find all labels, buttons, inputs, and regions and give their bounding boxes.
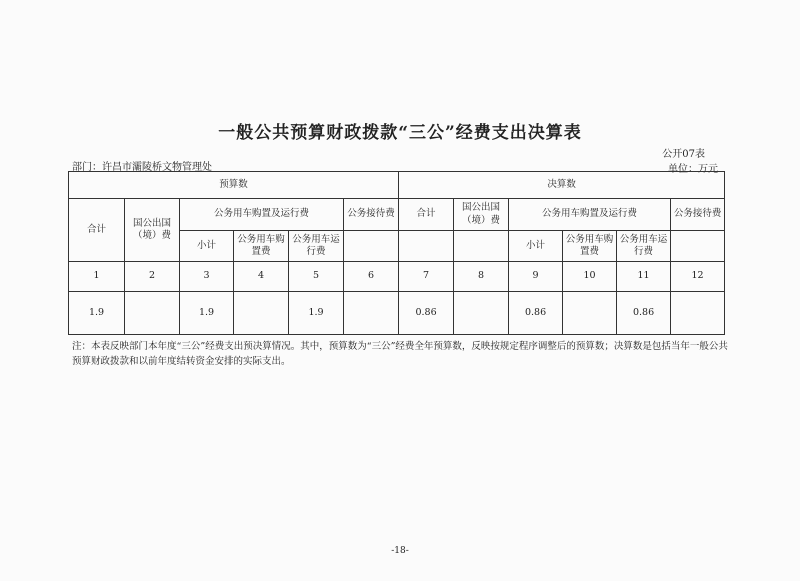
value-cell bbox=[671, 292, 725, 335]
value-cell bbox=[344, 292, 399, 335]
final-vehicle-header: 公务用车购置及运行费 bbox=[509, 199, 671, 231]
index-cell: 2 bbox=[125, 262, 180, 292]
index-row bbox=[69, 262, 725, 292]
final-purchase-header: 公务用车购置费 bbox=[563, 231, 617, 262]
budget-vehicle-header: 公务用车购置及运行费 bbox=[180, 199, 344, 231]
unit-label: 单位：万元 bbox=[668, 164, 718, 175]
final-total-header: 合计 bbox=[399, 199, 454, 231]
final-abroad-header: 国公出国（境）费 bbox=[454, 199, 509, 231]
budget-purchase-header: 公务用车购置费 bbox=[234, 231, 289, 262]
value-cell bbox=[563, 292, 617, 335]
index-cell: 9 bbox=[509, 262, 563, 292]
budget-reception-header: 公务接待费 bbox=[344, 199, 399, 231]
page-number: -18- bbox=[391, 546, 409, 556]
budget-operation-header: 公务用车运行费 bbox=[289, 231, 344, 262]
final-subtotal-header: 小计 bbox=[509, 231, 563, 262]
index-cell: 3 bbox=[180, 262, 234, 292]
index-cell: 5 bbox=[289, 262, 344, 292]
index-cell: 7 bbox=[399, 262, 454, 292]
blank-cell bbox=[454, 231, 509, 262]
index-cell: 10 bbox=[563, 262, 617, 292]
final-header: 决算数 bbox=[399, 172, 725, 199]
value-cell: 0.86 bbox=[509, 292, 563, 335]
value-cell: 1.9 bbox=[289, 292, 344, 335]
index-cell: 6 bbox=[344, 262, 399, 292]
final-operation-header: 公务用车运行费 bbox=[617, 231, 671, 262]
budget-subtotal-header: 小计 bbox=[180, 231, 234, 262]
table-note: 注：本表反映部门本年度“三公”经费支出预决算情况。其中，预算数为“三公”经费全年预算数，反映按规定程序调整后的预算数；决算数是包括当年一般公共预算财政拨款和以前年度结转资金安排的实际支出。 bbox=[72, 341, 728, 367]
value-cell bbox=[125, 292, 180, 335]
value-cell: 0.86 bbox=[399, 292, 454, 335]
budget-header: 预算数 bbox=[69, 172, 399, 199]
page-title: 一般公共预算财政拨款“三公”经费支出决算表 bbox=[218, 123, 582, 143]
department-label: 部门：许昌市灞陵桥文物管理处 bbox=[72, 162, 212, 173]
final-reception-header: 公务接待费 bbox=[671, 199, 725, 231]
index-cell: 11 bbox=[617, 262, 671, 292]
budget-total-header: 合计 bbox=[69, 199, 125, 262]
index-cell: 12 bbox=[671, 262, 725, 292]
value-cell bbox=[454, 292, 509, 335]
index-cell: 1 bbox=[69, 262, 125, 292]
value-cell bbox=[234, 292, 289, 335]
three-public-expenses-table bbox=[68, 171, 725, 335]
form-number: 公开07表 bbox=[662, 149, 705, 160]
blank-cell bbox=[344, 231, 399, 262]
blank-cell bbox=[671, 231, 725, 262]
index-cell: 8 bbox=[454, 262, 509, 292]
value-row bbox=[69, 292, 725, 335]
index-cell: 4 bbox=[234, 262, 289, 292]
blank-cell bbox=[399, 231, 454, 262]
value-cell: 1.9 bbox=[69, 292, 125, 335]
value-cell: 1.9 bbox=[180, 292, 234, 335]
value-cell: 0.86 bbox=[617, 292, 671, 335]
budget-abroad-header: 国公出国（境）费 bbox=[125, 199, 180, 262]
